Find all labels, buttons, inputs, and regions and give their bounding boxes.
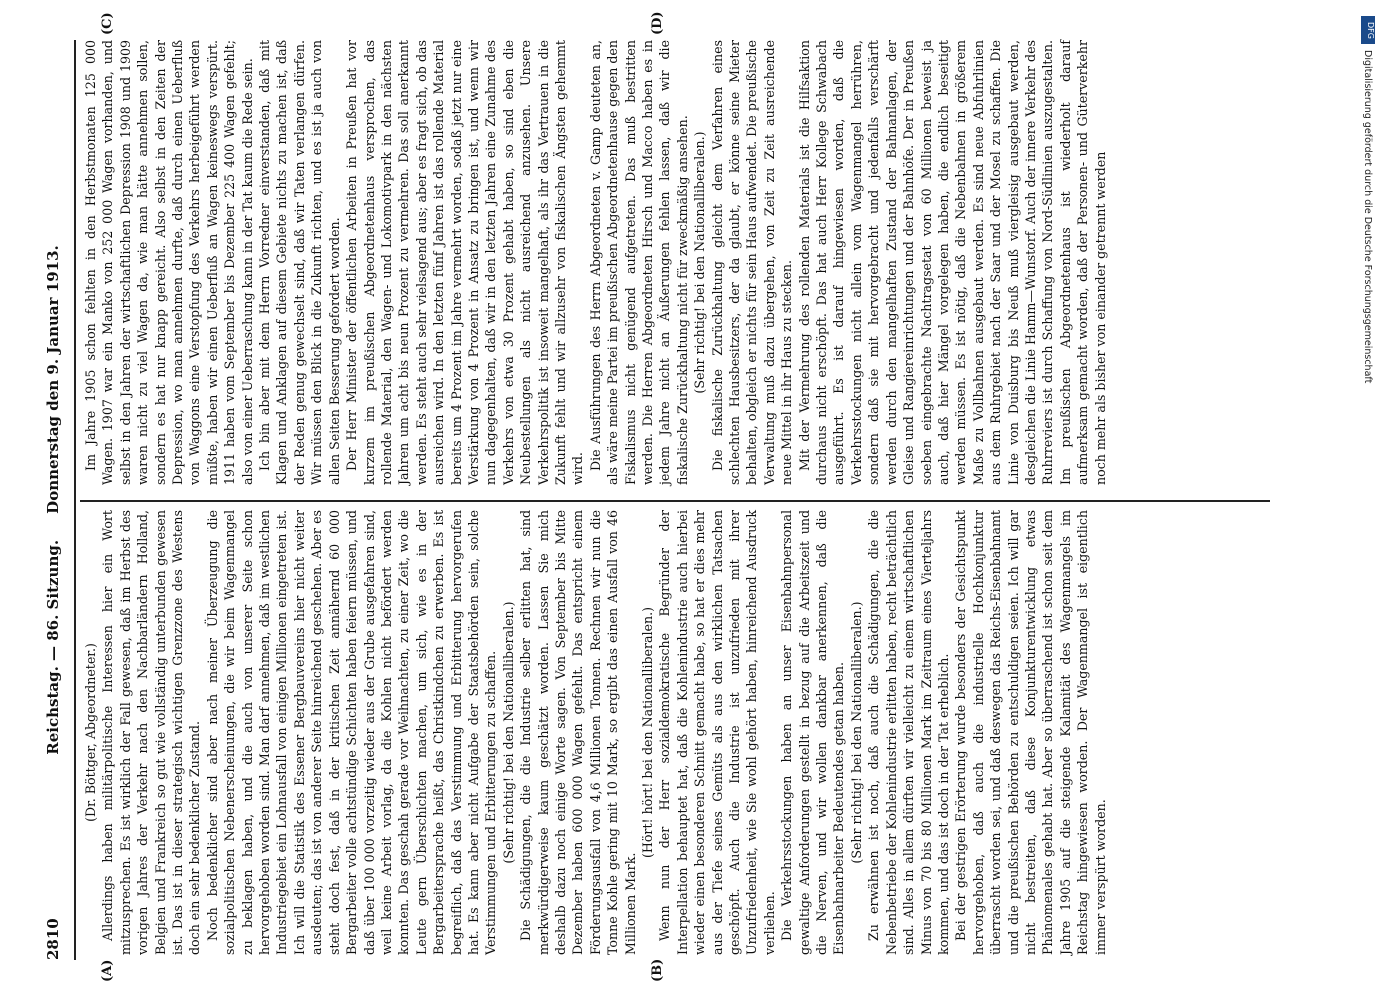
document-page [10, 0, 1300, 1000]
paragraph: Der Herr Minister der öffentlichen Arbeiten in Preußen hat vor kurzem im preußischen Abgeordnetenhaus versprochen, das rollende Material, den Wagen- und Lokomotivpark in den nächsten Jahren um acht bis neun Prozent zu vermehren. Das soll anerkannt werden. Es steht auch sehr vielsagend aus; aber es fragt sich, ob das ausreichen wird. In den letzten fünf Jahren ist das rollende Material bereits um 4 Prozent im Jahre vermehrt worden, sodaß jetzt nur eine Verstärkung von 4 Prozent in Ansatz zu bringen ist, und wenn wir nun dagegenhalten, daß wir in den letzten Jahren eine Zunahme des Verkehrs von etwa 30 Prozent gehabt haben, so sind eben die Neubestellungen als nicht ausreichend anzusehen. Unsere Verkehrspolitik ist insoweit mangelhaft, als ihr das Vertrauen in die Zukunft fehlt und wir allzusehr von fiskalischen Ängsten gehemmt wird. [344, 40, 586, 485]
paragraph: Ich bin aber mit dem Herrn Vorredner einverstanden, daß mit Klagen und Anklagen auf diesem Gebiete nichts zu machen ist, daß der Reden genug gewechselt sind, daß wir Taten verlangen dürfen. Wir müssen den Blick in die Zukunft richten, und es ist ja auch von allen Seiten Besserung gefordert worden. [257, 40, 342, 485]
right-column [82, 40, 1109, 485]
paragraph: Die Verkehrsstockungen haben an unser Eisenbahnpersonal gewaltige Anforderungen gestellt in bezug auf die Arbeitszeit und die Nerven, und wir wollen dankbar anerkennen, daß die Eisenbahnarbeiter Bedeutendes getan haben. [779, 510, 847, 955]
interjection: (Sehr richtig! bei den Nationalliberalen.) [692, 131, 708, 394]
paragraph: Zu erwähnen ist noch, daß auch die Schädigungen, die die Nebenbetriebe der Kohlenindustrie erlitten haben, recht beträchtlich sind. Alles in allem dürften wir vielleicht zu einem wirtschaftlichen Minus von 70 bis 80 Millionen Mark im Zeitraum eines Vierteljahrs kommen, und das ist doch in der Tat erheblich. [866, 510, 951, 955]
digitization-credit [1361, 10, 1377, 1000]
interjection: (Sehr richtig! bei den Nationalliberalen.) [848, 601, 864, 864]
left-column [82, 510, 1109, 955]
header-rule [74, 40, 76, 960]
page-number: 2810 [44, 918, 62, 960]
paragraph: Im Jahre 1905 schon fehlten in den Herbstmonaten 125 000 Wagen. 1907 war ein Manko von 252 000 Wagen vorhanden, und selbst in den Jahren der wirtschaftlichen Depression 1908 und 1909 waren nicht zu viel Wagen da, wie man hätte annehmen sollen, sondern es hat nur knapp gereicht. Also selbst in den Zeiten der Depression, wo man annehmen durfte, daß durch einen Ueberfluß von Waggons eine Verstopfung des Verkehrs herbeigeführt werden müßte, haben wir einen Ueberfluß an Wagen keineswegs verspürt. 1911 haben vom September bis Dezember 225 400 Wagen gefehlt; also von einer Ueberraschung kann in der Tat kaum die Rede sein. [83, 40, 255, 485]
dfg-logo: DFG [1361, 16, 1375, 44]
paragraph: Noch bedenklicher sind aber nach meiner Überzeugung die sozialpolitischen Nebenerscheinungen, die wir beim Wagenmangel zu beklagen haben, und die auch von unserer Seite schon hervorgehoben worden sind. Man darf annehmen, daß im westlichen Industriegebiet ein Lohnausfall von einigen Millionen eingetreten ist. Ich will die Statistik des Essener Bergbauvereins hier nicht weiter ausdeuten; das ist von anderer Seite hinreichend geschehen. Aber es steht doch fest, daß in der kritischen Zeit annähernd 60 000 Bergarbeiter volle achtstündige Schichten haben feiern müssen, und daß über 100 000 vorzeitig wieder aus der Grube ausgefahren sind, weil keine Arbeit vorlag, da die Kohlen nicht befördert werden konnten. Das geschah gerade vor Weihnachten, zu einer Zeit, wo die Leute gern Überschichten machen, um sich, wie es in der Bergarbeitersprache heißt, das Christkindchen zu erwerben. Es ist begreiflich, daß das Verstimmung und Erbitterung hervorgerufen hat. Es kann aber nicht Aufgabe der Staatsbehörden sein, solche Verstimmungen und Erbitterungen zu schaffen. [204, 510, 499, 955]
paragraph: Allerdings haben militärpolitische Interessen hier ein Wort mitzusprechen. Es ist wirklich der Fall gewesen, daß im Herbst des vorigen Jahres der Verkehr nach den Nachbarländern Holland, Belgien und Frankreich so gut wie vollständig unterbunden gewesen ist. Das ist in dieser strategisch wichtigen Grenzzone des Westens doch ein sehr bedenklicher Zustand. [100, 510, 203, 955]
credit-text: Digitalisierung gefördert durch die Deutsche Forschungsgemeinschaft [1362, 50, 1373, 384]
margin-marker-b: (B) [650, 958, 665, 982]
paragraph: Bei der gestrigen Erörterung wurde besonders der Gesichtspunkt hervorgehoben, daß auch die industrielle Hochkonjunktur überrascht worden sei, und daß deswegen das Reichs-Eisenbahnamt und die preußischen Behörden zu entschuldigen seien. Ich will gar nicht bestreiten, daß diese Konjunkturentwicklung etwas Phänomenales gehabt hat. Aber so überraschend ist schon seit dem Jahre 1905 auf die steigende Kalamität des Wagenmangels im Reichstag hingewiesen worden. Der Wagenmangel ist eigentlich immer verspürt worden. [953, 510, 1108, 955]
page-header [44, 40, 70, 960]
margin-marker-c: (C) [100, 12, 115, 35]
header-right-title: Donnerstag den 9. Januar 1913. [44, 245, 62, 514]
paragraph: Mit der Vermehrung des rollenden Materials ist die Hilfsaktion durchaus nicht erschöpft. Das hat auch Herr Kollege Schwabach ausgeführt. Es ist darauf hingewiesen worden, daß die Verkehrsstockungen nicht allein vom Wagenmangel herrühren, sondern daß sie mit hervorgebracht und jedenfalls verschärft werden durch den mangelhaften Zustand der Bahnanlagen, der Gleise und Rangiereinrichtungen und der Bahnhöfe. Der in Preußen soeben eingebrachte Nachtragsetat von 60 Millionen beweist ja auch, daß hier Mängel vorgelegen haben, die endlich beseitigt werden müssen. Es ist nötig, daß die Nebenbahnen in größerem Maße zu Vollbahnen ausgebaut werden. Es sind neue Abfuhrlinien aus dem Ruhrgebiet nach der Saar und der Mosel zu schaffen. Die Linie von Duisburg bis Neuß muß viergleisig ausgebaut werden, desgleichen die Linie Hamm—Wunstorf. Auch der innere Verkehr des Ruhrreviers ist durch Schaffung von Nord-Südlinien auszugestalten. Im preußischen Abgeordnetenhaus ist wiederholt darauf aufmerksam gemacht worden, daß der Personen- und Güterverkehr noch mehr als bisher von einander getrennt werden [796, 40, 1108, 485]
header-left-title: Reichstag. — 86. Sitzung. [44, 539, 62, 755]
header-titles [44, 40, 62, 960]
interjection: (Hört! hört! bei den Nationalliberalen.) [640, 606, 655, 859]
paragraph: Die fiskalische Zurückhaltung gleicht dem Verfahren eines schlechten Hausbesitzers, der da glaubt, er könne seine Mieter behalten, obgleich er nichts für sein Haus aufwendet. Die preußische Verwaltung muß dazu übergehen, von Zeit zu Zeit ausreichende neue Mittel in ihr Haus zu stecken. [709, 40, 795, 485]
paragraph: Die Schädigungen, die die Industrie selber erlitten hat, sind merkwürdigerweise kaum geschätzt worden. Lassen Sie mich deshalb dazu noch einige Worte sagen. Von September bis Mitte Dezember haben 600 000 Wagen gefehlt. Das entspricht einem Förderungsausfall von 4,6 Millionen Tonnen. Rechnen wir nun die Tonne Kohle gering mit 10 Mark, so ergibt das einen Ausfall von 46 Millionen Mark. [518, 510, 638, 955]
margin-marker-d: (D) [650, 11, 665, 35]
paragraph: Wenn nun der Herr sozialdemokratische Begründer der Interpellation behauptet hat, daß die Kohlenindustrie auch hierbei wieder einen besonderen Schnitt gemacht habe, so hat er dies mehr aus der Tiefe seines Gemüts als aus den wirklichen Tatsachen geschöpft. Auch die Industrie ist unzufrieden mit ihrer Unzufriedenheit, wie Sie wohl gehört haben, hinreichend Ausdruck verliehen. [657, 510, 777, 955]
column-divider [80, 500, 1270, 502]
paragraph: Die Ausführungen des Herrn Abgeordneten v. Gamp deuteten an, als wäre meine Partei im preußischen Abgeordnetenhause gegen den Fiskalismus nicht genügend aufgetreten. Das muß bestritten werden. Die Herren Abgeordneten Hirsch und Macco haben es in jedem Jahre nicht an Äußerungen fehlen lassen, daß wir die fiskalische Zurückhaltung nicht für zweckmäßig ansehen. [587, 40, 690, 485]
margin-marker-a: (A) [100, 959, 115, 982]
interjection: (Sehr richtig! bei den Nationalliberalen.) [500, 601, 516, 864]
speaker-note: (Dr. Böttger, Abgeordneter.) [83, 643, 98, 822]
